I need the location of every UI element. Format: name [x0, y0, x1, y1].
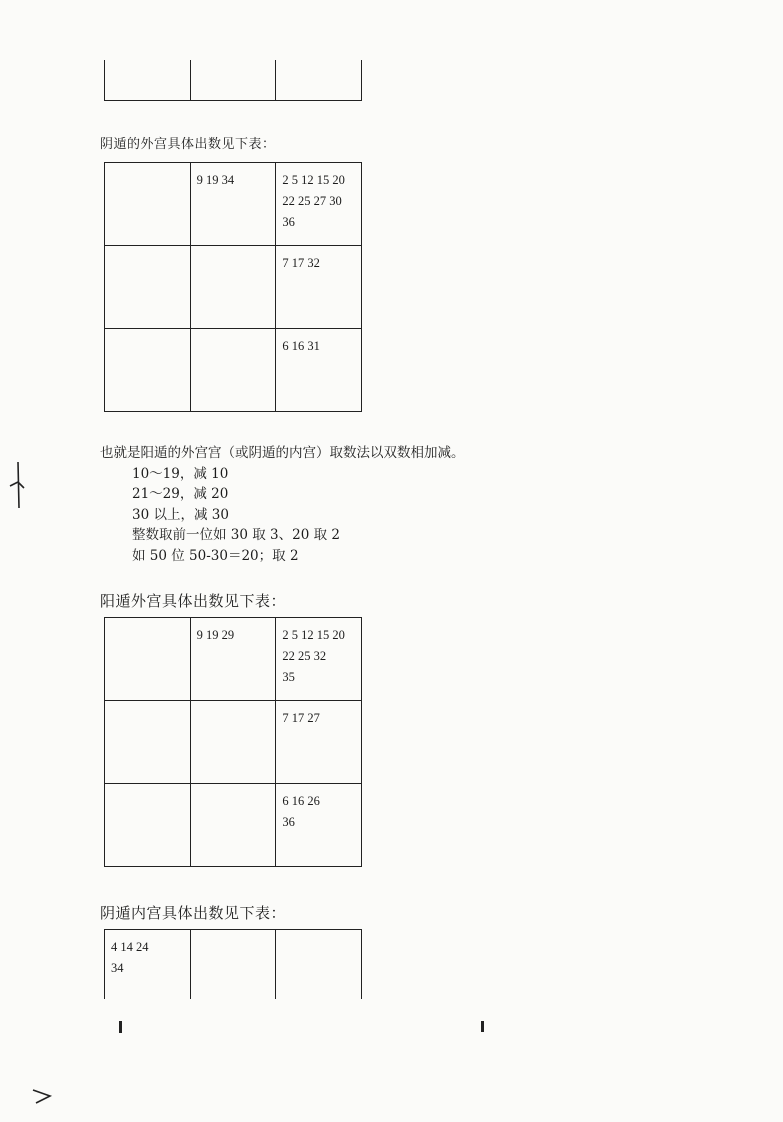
- table-cell: 9 19 29: [190, 618, 276, 701]
- subtraction-rules: [100, 443, 465, 566]
- table-cell: [276, 930, 362, 1000]
- table-cell: 2 5 12 15 20 22 25 27 30 36: [276, 163, 362, 246]
- scan-corner-mark: [30, 1086, 56, 1106]
- table-row: [105, 784, 362, 867]
- rule-item: 如 50 位 50-30＝20；取 2: [132, 547, 299, 564]
- table-cell: 4 14 24 34: [105, 930, 191, 1000]
- yang-outer-table: [104, 617, 362, 867]
- previous-table-fragment: [104, 60, 362, 101]
- table-cell: [105, 329, 191, 412]
- table-cell: 6 16 26 36: [276, 784, 362, 867]
- table-cell: 6 16 31: [276, 329, 362, 412]
- rule-item: 整数取前一位如 30 取 3、20 取 2: [132, 527, 340, 543]
- scan-mark: [119, 1021, 122, 1033]
- table-cell: [190, 930, 276, 1000]
- table-row: [105, 163, 362, 246]
- table-cell: 7 17 27: [276, 701, 362, 784]
- table-row: [105, 60, 362, 101]
- yin-inner-table: [104, 929, 362, 999]
- scan-mark: [481, 1021, 484, 1032]
- table-row: [105, 246, 362, 329]
- table-cell: [105, 701, 191, 784]
- table-cell: [105, 784, 191, 867]
- scan-margin-mark: [4, 460, 28, 510]
- rules-intro: 也就是阳遁的外宫宫（或阴遁的内宫）取数法以双数相加减。: [100, 445, 465, 461]
- table-cell: [190, 329, 276, 412]
- table-cell: 2 5 12 15 20 22 25 32 35: [276, 618, 362, 701]
- table-cell: [190, 246, 276, 329]
- table-cell: [105, 246, 191, 329]
- table-cell: [105, 163, 191, 246]
- table-cell: [190, 784, 276, 867]
- table-cell: [190, 60, 276, 101]
- table-cell: 7 17 32: [276, 246, 362, 329]
- yin-outer-table-title: 阴遁的外宫具体出数见下表：: [100, 137, 276, 152]
- table-cell: [105, 60, 191, 101]
- rule-item: 21～29，减 20: [132, 486, 229, 502]
- table-cell: [276, 60, 362, 101]
- yin-outer-table: [104, 162, 362, 412]
- rule-item: 10～19，减 10: [132, 465, 229, 482]
- yin-inner-table-title: 阴遁内宫具体出数见下表：: [100, 904, 287, 922]
- table-row: [105, 618, 362, 701]
- table-cell: [105, 618, 191, 701]
- table-cell: [190, 701, 276, 784]
- table-row: [105, 701, 362, 784]
- table-cell: 9 19 34: [190, 163, 276, 246]
- table-row: [105, 930, 362, 1000]
- table-row: [105, 329, 362, 412]
- yang-outer-table-title: 阳遁外宫具体出数见下表：: [100, 592, 287, 610]
- rule-item: 30 以上，减 30: [132, 506, 229, 523]
